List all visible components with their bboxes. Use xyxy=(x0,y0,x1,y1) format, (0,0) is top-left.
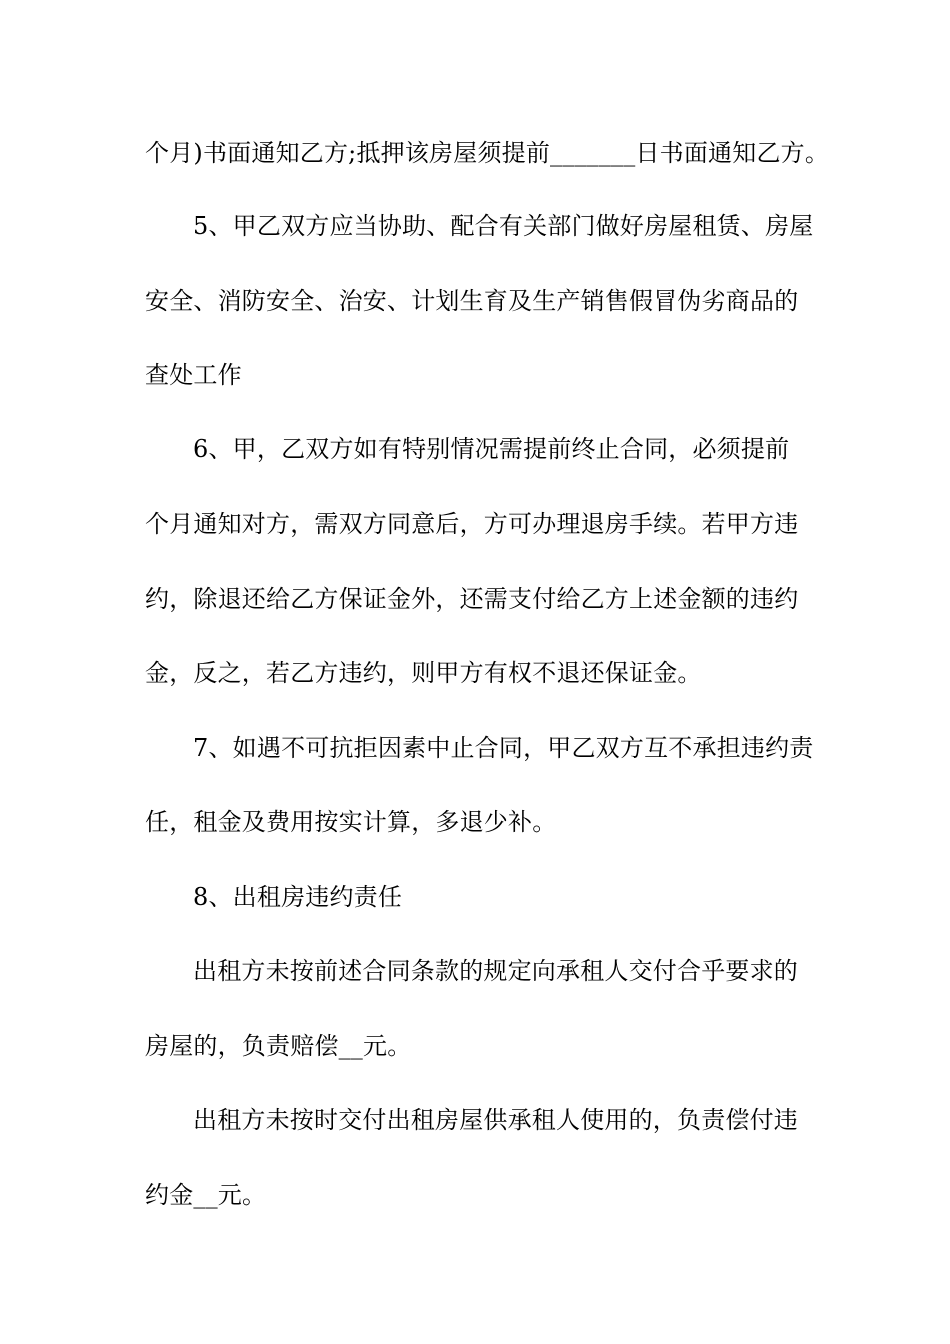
paragraph-line: 8、出租房违约责任 xyxy=(193,883,403,911)
paragraph-line: 出租方未按前述合同条款的规定向承租人交付合乎要求的 xyxy=(193,957,798,985)
paragraph-line: 6、甲，乙双方如有特别情况需提前终止合同，必须提前 xyxy=(193,435,790,463)
paragraph-line: 安全、消防安全、治安、计划生育及生产销售假冒伪劣商品的 xyxy=(145,287,799,315)
paragraph-line: 房屋的，负责赔偿__元。 xyxy=(145,1032,412,1060)
paragraph-line: 5、甲乙双方应当协助、配合有关部门做好房屋租赁、房屋 xyxy=(193,212,814,240)
paragraph-line: 出租方未按时交付出租房屋供承租人使用的，负责偿付违 xyxy=(193,1106,798,1134)
paragraph-line: 个月)书面通知乙方;抵押该房屋须提前_______日书面通知乙方。 xyxy=(145,139,830,167)
paragraph-line: 查处工作 xyxy=(145,361,242,389)
paragraph-line: 个月通知对方，需双方同意后，方可办理退房手续。若甲方违 xyxy=(145,510,799,538)
paragraph-line: 任，租金及费用按实计算，多退少补。 xyxy=(145,808,557,836)
paragraph-line: 7、如遇不可抗拒因素中止合同，甲乙双方互不承担违约责 xyxy=(193,734,814,762)
paragraph-line: 金，反之，若乙方违约，则甲方有权不退还保证金。 xyxy=(145,659,702,687)
paragraph-line: 约，除退还给乙方保证金外，还需支付给乙方上述金额的违约 xyxy=(145,585,799,613)
paragraph-line: 约金__元。 xyxy=(145,1181,267,1209)
